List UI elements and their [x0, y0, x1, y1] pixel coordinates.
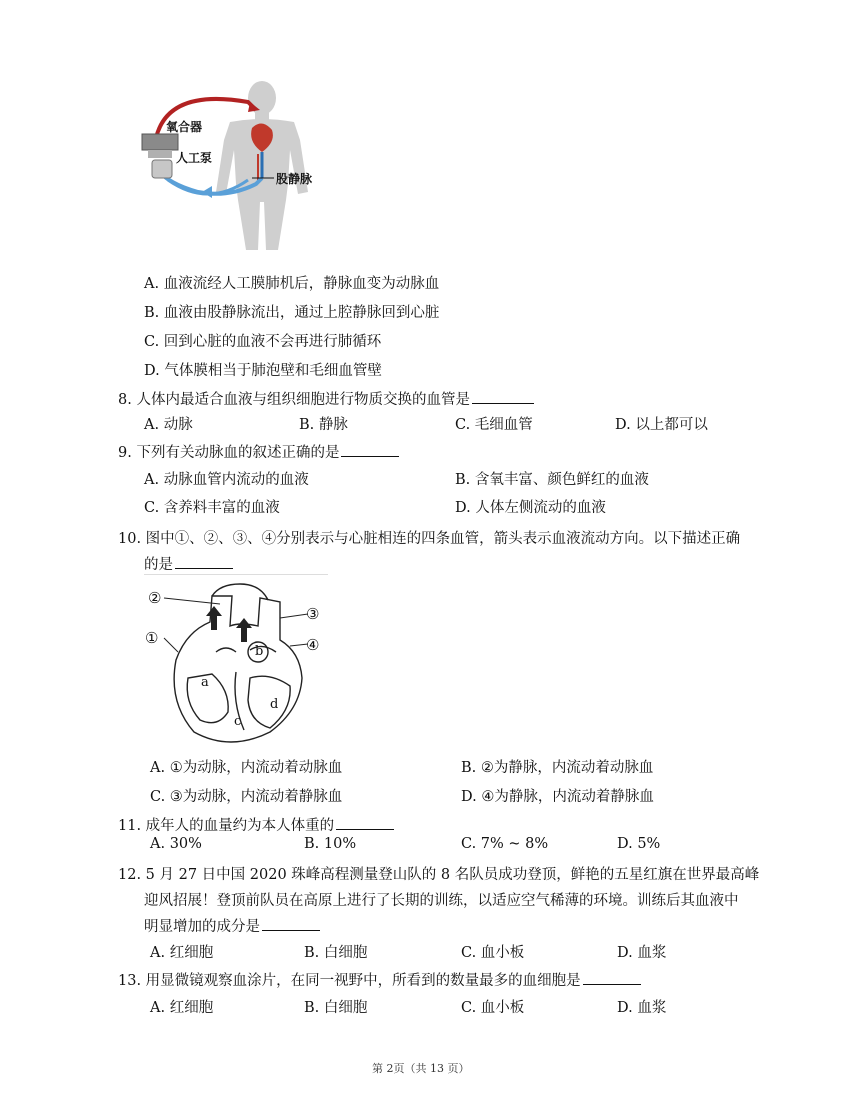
answer-blank [175, 554, 233, 569]
q12-line1: 12. 5 月 27 日中国 2020 珠峰高程测量登山队的 8 名队员成功登顶，鲜艳的五星红旗在世界最高峰 [118, 867, 760, 883]
q7-option-c: C. 回到心脏的血液不会再进行肺循环 [144, 334, 382, 350]
q12-line2: 迎风招展！登顶前队员在高原上进行了长期的训练，以适应空气稀薄的环境。训练后其血液中 [144, 893, 739, 909]
q8-option-b: B. 静脉 [299, 417, 348, 433]
q12-line3-text: 明显增加的成分是 [144, 919, 260, 935]
answer-blank [336, 815, 394, 830]
heart-chamber-d: d [270, 697, 279, 712]
q8-stem-text: 8. 人体内最适合血液与组织细胞进行物质交换的血管是 [118, 392, 470, 408]
q13-stem [118, 969, 641, 990]
q10-stem-line2 [144, 553, 233, 574]
answer-blank [341, 442, 399, 457]
q9-option-c: C. 含养料丰富的血液 [144, 500, 280, 516]
q12-option-b: B. 白细胞 [304, 945, 368, 961]
q10-option-d: D. ④为静脉，内流动着静脉血 [461, 789, 654, 805]
q11-stem-text: 11. 成年人的血量约为本人体重的 [118, 818, 335, 834]
label-pump: 人工泵 [176, 151, 213, 165]
heart-chamber-c: c [234, 714, 242, 729]
q10-stem-line2-text: 的是 [144, 557, 173, 573]
q12-option-c: C. 血小板 [461, 945, 525, 961]
heart-mark-3: ③ [306, 605, 320, 623]
q8-stem [118, 388, 534, 409]
heart-mark-1: ① [145, 629, 159, 647]
q9-option-a: A. 动脉血管内流动的血液 [144, 472, 309, 488]
q7-option-b: B. 血液由股静脉流出，通过上腔静脉回到心脏 [144, 305, 440, 321]
q10-option-a: A. ①为动脉，内流动着动脉血 [150, 760, 343, 776]
q11-option-b: B. 10% [304, 836, 357, 852]
q7-option-a: A. 血液流经人工膜肺机后，静脉血变为动脉血 [144, 276, 440, 292]
label-femoral-vein: 股静脉 [276, 172, 313, 186]
q8-option-a: A. 动脉 [144, 417, 193, 433]
q9-option-d: D. 人体左侧流动的血液 [455, 500, 606, 516]
q11-option-d: D. 5% [617, 836, 661, 852]
q13-option-d: D. 血浆 [617, 1000, 667, 1016]
figure-divider [144, 574, 328, 575]
page-footer: 第 2页（共 13 页） [372, 1062, 470, 1075]
q13-stem-text: 13. 用显微镜观察血涂片，在同一视野中，所看到的数量最多的血细胞是 [118, 973, 581, 989]
q12-option-d: D. 血浆 [617, 945, 667, 961]
q13-option-a: A. 红细胞 [150, 1000, 214, 1016]
q7-option-d: D. 气体膜相当于肺泡壁和毛细血管壁 [144, 363, 382, 379]
answer-blank [472, 389, 534, 404]
q8-option-d: D. 以上都可以 [615, 417, 708, 433]
heart-mark-2: ② [148, 589, 162, 607]
q9-stem-text: 9. 下列有关动脉血的叙述正确的是 [118, 445, 340, 461]
answer-blank [583, 970, 641, 985]
q12-option-a: A. 红细胞 [150, 945, 214, 961]
q9-stem [118, 441, 399, 462]
heart-lung-machine-figure [138, 80, 338, 252]
q10-option-c: C. ③为动脉，内流动着静脉血 [150, 789, 343, 805]
heart-mark-4: ④ [306, 636, 320, 654]
heart-chamber-a: a [201, 675, 209, 690]
q13-option-c: C. 血小板 [461, 1000, 525, 1016]
answer-blank [262, 916, 320, 931]
q11-option-c: C. 7% ~ 8% [461, 836, 549, 852]
q9-option-b: B. 含氧丰富、颜色鲜红的血液 [455, 472, 649, 488]
q10-option-b: B. ②为静脉，内流动着动脉血 [461, 760, 654, 776]
q13-option-b: B. 白细胞 [304, 1000, 368, 1016]
q10-stem-line1: 10. 图中①、②、③、④分别表示与心脏相连的四条血管，箭头表示血液流动方向。以下描述正确 [118, 531, 741, 547]
heart-chamber-b: b [255, 644, 264, 659]
q11-stem [118, 814, 394, 835]
q8-option-c: C. 毛细血管 [455, 417, 533, 433]
label-oxygenator: 氧合器 [166, 120, 203, 134]
q11-option-a: A. 30% [150, 836, 202, 852]
q12-line3 [144, 915, 320, 936]
